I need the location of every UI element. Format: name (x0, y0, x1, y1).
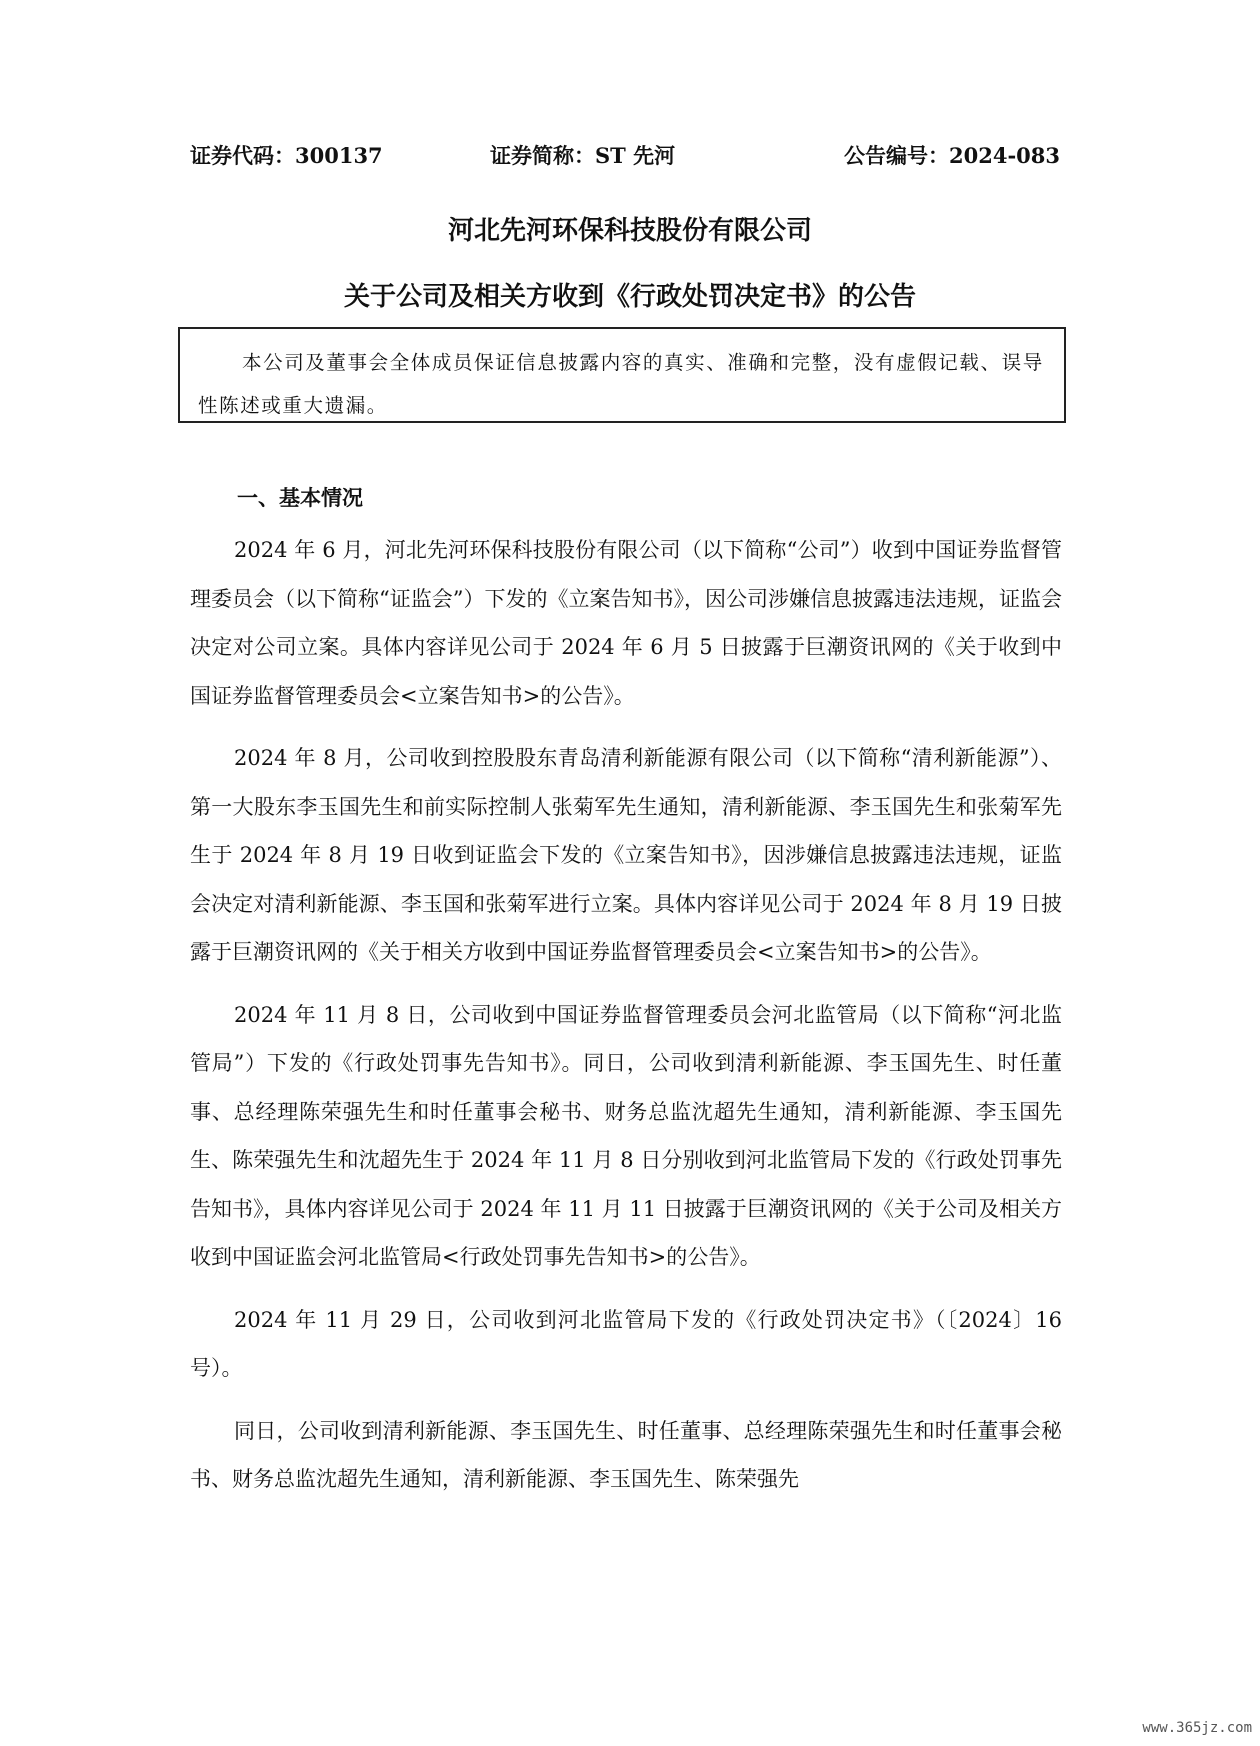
paragraph-1: 2024 年 6 月，河北先河环保科技股份有限公司（以下简称“公司”）收到中国证券监督管理委员会（以下简称“证监会”）下发的《立案告知书》，因公司涉嫌信息披露违法违规，证监会决定对公司立案。具体内容详见公司于 2024 年 6 月 5 日披露于巨潮资讯网的《关于收到中国证券监督管理委员会<立案告知书>的公告》。 (190, 538, 1062, 708)
stock-code: 证券代码：300137 (190, 143, 383, 168)
section-heading-basic-info: 一、基本情况 (237, 485, 363, 510)
stock-short-name: 证券简称：ST 先河 (490, 143, 676, 168)
paragraph-3: 2024 年 11 月 8 日，公司收到中国证券监督管理委员会河北监管局（以下简称“河北监管局”）下发的《行政处罚事先告知书》。同日，公司收到清利新能源、李玉国先生、时任董事、总经理陈荣强先生和时任董事会秘书、财务总监沈超先生通知，清利新能源、李玉国先生、陈荣强先生和沈超先生于 2024 年 11 月 8 日分别收到河北监管局下发的《行政处罚事先告知书》，具体内容详见公司于 2024 年 11 月 11 日披露于巨潮资讯网的《关于公司及相关方收到中国证监会河北监管局<行政处罚事先告知书>的公告》。 (190, 1002, 1062, 1269)
announcement-title: 关于公司及相关方收到《行政处罚决定书》的公告 (343, 282, 916, 312)
paragraph-4: 2024 年 11 月 29 日，公司收到河北监管局下发的《行政处罚决定书》（〔2024〕16 号）。 (190, 1307, 1062, 1380)
disclosure-statement-box: 本公司及董事会全体成员保证信息披露内容的真实、准确和完整，没有虚假记载、误导性陈述或重大遗漏。 (178, 327, 1066, 423)
paragraph-5: 同日，公司收到清利新能源、李玉国先生、时任董事、总经理陈荣强先生和时任董事会秘书、财务总监沈超先生通知，清利新能源、李玉国先生、陈荣强先 (190, 1418, 1062, 1491)
site-watermark: www.365jz.com (1142, 1720, 1252, 1736)
company-name-title: 河北先河环保科技股份有限公司 (447, 216, 812, 246)
section-body (190, 526, 1062, 1518)
announcement-number: 公告编号：2024-083 (844, 143, 1060, 168)
announcement-header (190, 140, 1060, 180)
paragraph-2: 2024 年 8 月，公司收到控股股东青岛清利新能源有限公司（以下简称“清利新能源”）、第一大股东李玉国先生和前实际控制人张菊军先生通知，清利新能源、李玉国先生和张菊军先生于 2024 年 8 月 19 日收到证监会下发的《立案告知书》，因涉嫌信息披露违法违规，证监会决定对清利新能源、李玉国和张菊军进行立案。具体内容详见公司于 2024 年 8 月 19 日披露于巨潮资讯网的《关于相关方收到中国证券监督管理委员会<立案告知书>的公告》。 (190, 746, 1062, 964)
